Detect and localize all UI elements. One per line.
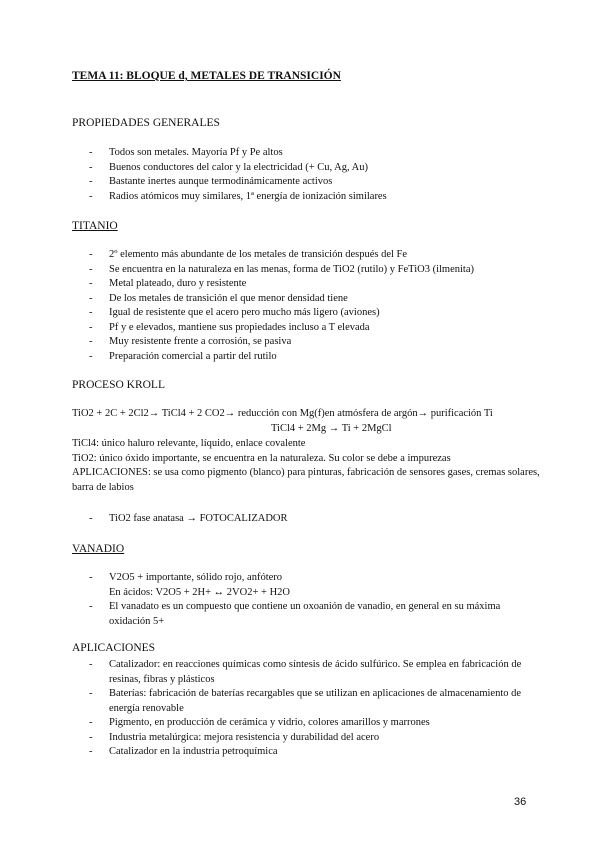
list-item: - Se encuentra en la naturaleza en las menas, forma de TiO2 (rutilo) y FeTiO3 (ilmenita) [72, 263, 542, 278]
vanadio-list [72, 571, 542, 629]
kroll-list [72, 512, 542, 527]
list-item: - Pigmento, en producción de cerámica y vidrio, colores amarillos y marrones [72, 716, 542, 731]
list-item: - Industria metalúrgica: mejora resistencia y durabilidad del acero [72, 731, 542, 746]
section-heading-titanio: TITANIO [72, 220, 118, 232]
list-item: - Pf y e elevados, mantiene sus propiedades incluso a T elevada [72, 321, 542, 336]
list-item [72, 571, 542, 600]
vanadio-item-text: - V2O5 + importante, sólido rojo, anfótero [109, 572, 283, 583]
list-item: - Baterías: fabricación de baterías recargables que se utilizan en aplicaciones de almacenamiento de energía renovable [72, 687, 542, 716]
page-number: 36 [514, 796, 527, 808]
aplicaciones-list [72, 658, 542, 760]
section-heading-vanadio: VANADIO [72, 543, 125, 555]
list-item: - Catalizador en la industria petroquímica [72, 745, 542, 760]
propiedades-list [72, 146, 542, 204]
kroll-applications: APLICACIONES: se usa como pigmento (blanco) para pinturas, fabricación de sensores gases, cremas solares, barra de labios [72, 467, 540, 493]
list-item: - Metal plateado, duro y resistente [72, 277, 542, 292]
titanio-list [72, 248, 542, 364]
list-item: - Buenos conductores del calor y la electricidad (+ Cu, Ag, Au) [72, 161, 542, 176]
section-heading-aplicaciones: APLICACIONES [72, 642, 156, 654]
list-item: - Radios atómicos muy similares, 1ª energía de ionización similares [72, 190, 542, 205]
kroll-note: TiCl4: único haluro relevante, líquido, enlace covalente [72, 438, 306, 449]
kroll-notes [72, 437, 542, 495]
kroll-equation: TiO2 + 2C + 2Cl2→ TiCl4 + 2 CO2→ reducción con Mg(f)en atmósfera de argón→ purificación Ti [72, 408, 493, 419]
list-item: - De los metales de transición el que menor densidad tiene [72, 292, 542, 307]
section-heading-propiedades: PROPIEDADES GENERALES [72, 117, 220, 129]
list-item: - 2º elemento más abundante de los metales de transición después del Fe [72, 248, 542, 263]
list-item: - Todos son metales. Mayoría Pf y Pe altos [72, 146, 542, 161]
kroll-note: TiO2: único óxido importante, se encuentra en la naturaleza. Su color se debe a impurezas [72, 452, 451, 464]
list-item: - Bastante inertes aunque termodinámicamente activos [72, 175, 542, 190]
list-item: - Igual de resistente que el acero pero mucho más ligero (aviones) [72, 306, 542, 321]
list-item: - Catalizador: en reacciones químicas como síntesis de ácido sulfúrico. Se emplea en fabricación de resinas, fibras y plásticos [72, 658, 542, 687]
page-title: TEMA 11: BLOQUE d, METALES DE TRANSICIÓN [72, 70, 341, 82]
list-item: - TiO2 fase anatasa → FOTOCALIZADOR [72, 512, 542, 527]
list-item: - El vanadato es un compuesto que contiene un oxoanión de vanadio, en general en su máxima oxidación 5+ [72, 600, 542, 629]
vanadio-equation: En ácidos: V2O5 + 2H+ ↔ 2VO2+ + H2O [109, 586, 290, 598]
kroll-equation-2: TiCl4 + 2Mg → Ti + 2MgCl [271, 423, 392, 434]
list-item: - Muy resistente frente a corrosión, se pasiva [72, 335, 542, 350]
list-item: - Preparación comercial a partir del rutilo [72, 350, 542, 365]
section-heading-kroll: PROCESO KROLL [72, 379, 165, 391]
